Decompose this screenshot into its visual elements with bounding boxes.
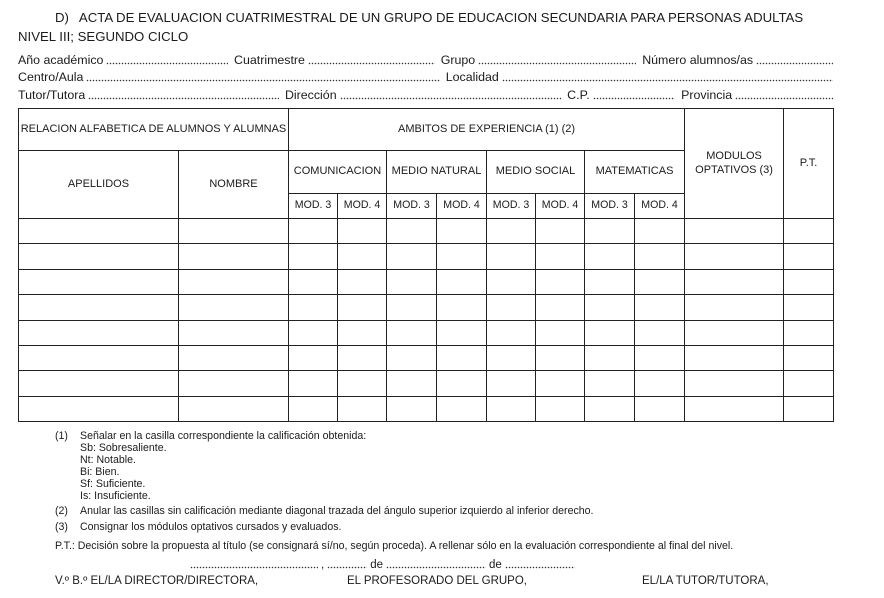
cell-nombre[interactable] <box>179 269 289 294</box>
cell-comunicacion-mod4[interactable] <box>338 269 387 294</box>
note-1-number: (1) <box>55 430 68 442</box>
title-text: ACTA DE EVALUACION CUATRIMESTRAL DE UN GRUPO DE EDUCACION SECUNDARIA PARA PERSONAS ADULTAS <box>78 10 804 25</box>
cell-medio-natural-mod3[interactable] <box>387 244 437 269</box>
cell-modulos-optativos[interactable] <box>685 219 784 244</box>
label-cuatrimestre: Cuatrimestre <box>234 53 305 67</box>
cell-modulos-optativos[interactable] <box>685 396 784 421</box>
cell-medio-social-mod4[interactable] <box>536 396 585 421</box>
label-cp: C.P. <box>567 88 590 102</box>
cell-pt[interactable] <box>784 269 834 294</box>
cell-matematicas-mod4[interactable] <box>635 219 685 244</box>
cell-medio-natural-mod4[interactable] <box>437 371 487 396</box>
field-anio[interactable] <box>106 62 228 65</box>
field-cp[interactable] <box>593 97 675 100</box>
cell-medio-social-mod3[interactable] <box>487 244 536 269</box>
date-de-1: de <box>370 559 383 571</box>
header-medio-social: MEDIO SOCIAL <box>487 151 585 194</box>
field-direccion[interactable] <box>340 97 562 100</box>
cell-medio-social-mod4[interactable] <box>536 269 585 294</box>
cell-apellidos[interactable] <box>19 396 179 421</box>
header-matematicas-mod3: MOD. 3 <box>585 194 635 219</box>
cell-matematicas-mod3[interactable] <box>585 219 635 244</box>
cell-medio-social-mod4[interactable] <box>536 244 585 269</box>
cell-pt[interactable] <box>784 295 834 320</box>
cell-nombre[interactable] <box>179 371 289 396</box>
cell-matematicas-mod4[interactable] <box>635 295 685 320</box>
date-comma: , <box>321 559 325 571</box>
date-de-2: de <box>489 559 502 571</box>
evaluation-table <box>18 108 834 422</box>
field-numero-alumnos[interactable] <box>756 62 833 65</box>
cell-comunicacion-mod3[interactable] <box>289 396 338 421</box>
cell-nombre[interactable] <box>179 320 289 345</box>
cell-apellidos[interactable] <box>19 345 179 370</box>
table-row <box>19 396 834 421</box>
cell-apellidos[interactable] <box>19 295 179 320</box>
cell-pt[interactable] <box>784 345 834 370</box>
note-3-text: Consignar los módulos optativos cursados y evaluados. <box>80 521 342 534</box>
cell-comunicacion-mod3[interactable] <box>289 219 338 244</box>
note-1-text: Señalar en la casilla correspondiente la calificación obtenida: <box>80 430 367 442</box>
field-cuatrimestre[interactable] <box>308 62 435 65</box>
header-comunicacion-mod4: MOD. 4 <box>338 194 387 219</box>
cell-medio-social-mod4[interactable] <box>536 320 585 345</box>
header-pt: P.T. <box>784 109 834 219</box>
cell-matematicas-mod4[interactable] <box>635 244 685 269</box>
cell-matematicas-mod4[interactable] <box>635 269 685 294</box>
cell-apellidos[interactable] <box>19 269 179 294</box>
cell-nombre[interactable] <box>179 345 289 370</box>
note-2-number: (2) <box>55 505 68 518</box>
header-matematicas: MATEMATICAS <box>585 151 685 194</box>
cell-medio-natural-mod3[interactable] <box>387 371 437 396</box>
table-body <box>19 219 834 422</box>
cell-modulos-optativos[interactable] <box>685 269 784 294</box>
header-nombre: NOMBRE <box>179 151 289 219</box>
cell-comunicacion-mod4[interactable] <box>338 320 387 345</box>
field-line-3 <box>18 86 833 102</box>
header-modulos-optativos: MODULOS OPTATIVOS (3) <box>685 109 784 219</box>
signature-tutor: EL/LA TUTOR/TUTORA, <box>642 575 769 587</box>
field-provincia[interactable] <box>735 97 833 100</box>
field-centro[interactable] <box>86 79 439 82</box>
cell-medio-social-mod3[interactable] <box>487 396 536 421</box>
cell-nombre[interactable] <box>179 295 289 320</box>
cell-apellidos[interactable] <box>19 244 179 269</box>
cell-comunicacion-mod3[interactable] <box>289 269 338 294</box>
label-anio: Año académico <box>18 53 104 67</box>
cell-medio-social-mod3[interactable] <box>487 345 536 370</box>
grade-sf: Sf: Suficiente. <box>80 477 146 490</box>
table-row <box>19 295 834 320</box>
pt-note: P.T.: Decisión sobre la propuesta al título (se consignará sí/no, según proceda). A rellenar sólo en la evaluación correspondiente al final del nivel. <box>55 540 734 552</box>
cell-nombre[interactable] <box>179 396 289 421</box>
field-place[interactable] <box>190 566 318 569</box>
cell-matematicas-mod4[interactable] <box>635 345 685 370</box>
cell-pt[interactable] <box>784 371 834 396</box>
header-medio-social-mod4: MOD. 4 <box>536 194 585 219</box>
document-subtitle: NIVEL III; SEGUNDO CICLO <box>18 29 189 44</box>
field-year[interactable] <box>505 566 575 569</box>
header-relacion: RELACION ALFABETICA DE ALUMNOS Y ALUMNAS <box>19 109 289 151</box>
cell-matematicas-mod4[interactable] <box>635 396 685 421</box>
label-tutor: Tutor/Tutora <box>18 88 86 102</box>
cell-pt[interactable] <box>784 219 834 244</box>
cell-modulos-optativos[interactable] <box>685 371 784 396</box>
label-grupo: Grupo <box>440 53 476 67</box>
cell-medio-social-mod3[interactable] <box>487 371 536 396</box>
table-row <box>19 244 834 269</box>
field-month[interactable] <box>386 566 486 569</box>
cell-modulos-optativos[interactable] <box>685 320 784 345</box>
cell-medio-social-mod4[interactable] <box>536 295 585 320</box>
cell-comunicacion-mod4[interactable] <box>338 244 387 269</box>
document-title <box>55 10 803 25</box>
footnotes <box>55 431 594 534</box>
cell-modulos-optativos[interactable] <box>685 345 784 370</box>
cell-comunicacion-mod3[interactable] <box>289 320 338 345</box>
cell-medio-social-mod4[interactable] <box>536 345 585 370</box>
cell-medio-natural-mod3[interactable] <box>387 269 437 294</box>
cell-comunicacion-mod4[interactable] <box>338 396 387 421</box>
cell-medio-social-mod3[interactable] <box>487 269 536 294</box>
cell-matematicas-mod3[interactable] <box>585 345 635 370</box>
cell-matematicas-mod3[interactable] <box>585 269 635 294</box>
label-direccion: Dirección <box>284 88 337 102</box>
table-row <box>19 371 834 396</box>
cell-medio-natural-mod3[interactable] <box>387 295 437 320</box>
cell-matematicas-mod3[interactable] <box>585 295 635 320</box>
field-line-2 <box>18 68 833 84</box>
grade-sb: Sb: Sobresaliente. <box>80 441 167 454</box>
header-medio-natural-mod4: MOD. 4 <box>437 194 487 219</box>
field-line-1 <box>18 51 833 67</box>
cell-pt[interactable] <box>784 320 834 345</box>
cell-matematicas-mod4[interactable] <box>635 320 685 345</box>
cell-medio-natural-mod4[interactable] <box>437 396 487 421</box>
table-row <box>19 269 834 294</box>
cell-modulos-optativos[interactable] <box>685 295 784 320</box>
cell-medio-natural-mod3[interactable] <box>387 345 437 370</box>
cell-medio-social-mod3[interactable] <box>487 320 536 345</box>
header-matematicas-mod4: MOD. 4 <box>635 194 685 219</box>
field-localidad[interactable] <box>502 79 833 82</box>
cell-apellidos[interactable] <box>19 320 179 345</box>
date-line <box>190 557 610 571</box>
cell-medio-natural-mod3[interactable] <box>387 320 437 345</box>
cell-apellidos[interactable] <box>19 219 179 244</box>
signature-profesorado: EL PROFESORADO DEL GRUPO, <box>347 575 527 587</box>
header-ambitos: AMBITOS DE EXPERIENCIA (1) (2) <box>289 109 685 151</box>
label-provincia: Provincia <box>681 88 733 102</box>
cell-comunicacion-mod3[interactable] <box>289 244 338 269</box>
cell-medio-natural-mod4[interactable] <box>437 219 487 244</box>
cell-medio-social-mod4[interactable] <box>536 371 585 396</box>
cell-medio-social-mod4[interactable] <box>536 219 585 244</box>
section-letter: D) <box>55 10 69 25</box>
table-row <box>19 320 834 345</box>
cell-medio-natural-mod4[interactable] <box>437 295 487 320</box>
cell-apellidos[interactable] <box>19 371 179 396</box>
cell-comunicacion-mod4[interactable] <box>338 219 387 244</box>
cell-nombre[interactable] <box>179 219 289 244</box>
cell-comunicacion-mod3[interactable] <box>289 345 338 370</box>
header-medio-social-mod3: MOD. 3 <box>487 194 536 219</box>
cell-matematicas-mod3[interactable] <box>585 320 635 345</box>
table-row <box>19 219 834 244</box>
label-centro: Centro/Aula <box>18 70 84 84</box>
cell-pt[interactable] <box>784 244 834 269</box>
cell-medio-natural-mod3[interactable] <box>387 396 437 421</box>
grade-is: Is: Insuficiente. <box>80 489 151 502</box>
cell-medio-social-mod3[interactable] <box>487 219 536 244</box>
grade-bi: Bi: Bien. <box>80 465 120 478</box>
label-localidad: Localidad <box>445 70 499 84</box>
cell-medio-natural-mod4[interactable] <box>437 269 487 294</box>
label-numero-alumnos: Número alumnos/as <box>642 53 754 67</box>
cell-medio-natural-mod4[interactable] <box>437 345 487 370</box>
cell-matematicas-mod3[interactable] <box>585 371 635 396</box>
header-apellidos: APELLIDOS <box>19 151 179 219</box>
cell-matematicas-mod3[interactable] <box>585 244 635 269</box>
cell-comunicacion-mod3[interactable] <box>289 295 338 320</box>
header-medio-natural: MEDIO NATURAL <box>387 151 487 194</box>
cell-comunicacion-mod4[interactable] <box>338 295 387 320</box>
note-2-text: Anular las casillas sin calificación mediante diagonal trazada del ángulo superior izquierdo al inferior derecho. <box>80 505 594 518</box>
cell-medio-social-mod3[interactable] <box>487 295 536 320</box>
cell-pt[interactable] <box>784 396 834 421</box>
cell-comunicacion-mod4[interactable] <box>338 345 387 370</box>
cell-modulos-optativos[interactable] <box>685 244 784 269</box>
note-3-number: (3) <box>55 521 68 534</box>
cell-matematicas-mod4[interactable] <box>635 371 685 396</box>
cell-nombre[interactable] <box>179 244 289 269</box>
cell-medio-natural-mod4[interactable] <box>437 244 487 269</box>
header-medio-natural-mod3: MOD. 3 <box>387 194 437 219</box>
cell-comunicacion-mod4[interactable] <box>338 371 387 396</box>
signature-director: V.º B.º EL/LA DIRECTOR/DIRECTORA, <box>55 575 259 587</box>
field-grupo[interactable] <box>478 62 636 65</box>
table-row <box>19 345 834 370</box>
cell-comunicacion-mod3[interactable] <box>289 371 338 396</box>
cell-medio-natural-mod4[interactable] <box>437 320 487 345</box>
cell-medio-natural-mod3[interactable] <box>387 219 437 244</box>
field-day[interactable] <box>327 566 367 569</box>
header-comunicacion-mod3: MOD. 3 <box>289 194 338 219</box>
field-tutor[interactable] <box>88 97 279 100</box>
cell-matematicas-mod3[interactable] <box>585 396 635 421</box>
header-comunicacion: COMUNICACION <box>289 151 387 194</box>
grade-nt: Nt: Notable. <box>80 453 136 466</box>
